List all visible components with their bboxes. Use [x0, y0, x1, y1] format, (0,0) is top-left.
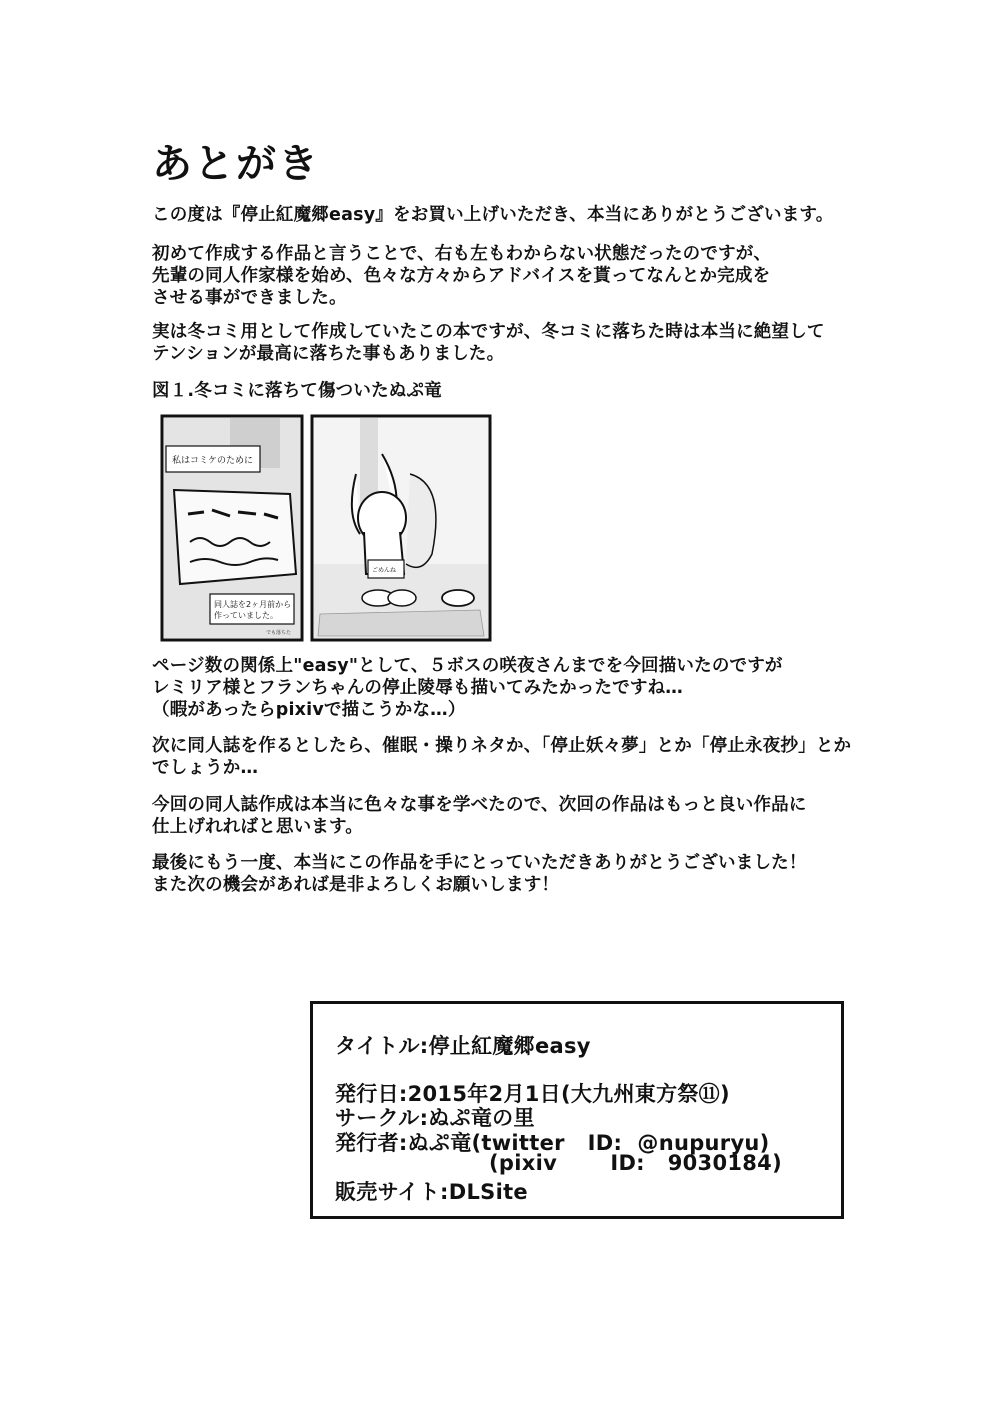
- colophon-box: [310, 1001, 844, 1219]
- thanks-paragraph: この度は『停止紅魔郷easy』をお買い上げいただき、本当にありがとうございます。: [152, 205, 834, 225]
- first-work-paragraph: 初めて作成する作品と言うことで、右も左もわからない状態だったのですが、 先輩の同人作家様を始め、色々な方々からアドバイスを貰ってなんとか完成を させる事ができました。: [152, 244, 772, 308]
- colophon-site: 販売サイト:DLSite: [335, 1180, 528, 1204]
- left-panel: [162, 416, 302, 640]
- winter-comiket-paragraph: 実は冬コミ用として作成していたこの本ですが、冬コミに落ちた時は本当に絶望して テンションが最高に落ちた事もありました。: [152, 322, 825, 364]
- colophon-circle: サークル:ぬぷ竜の里: [335, 1106, 535, 1130]
- panel-caption-bottom-line2: 作っていました。: [214, 611, 278, 620]
- panel-small-note: でも落ちた: [266, 630, 292, 636]
- page-title: あとがき: [152, 141, 320, 187]
- colophon-pixiv: (pixiv ID: 9030184): [489, 1151, 782, 1175]
- figure-caption: 図１.冬コミに落ちて傷ついたぬぷ竜: [152, 381, 442, 401]
- right-panel: [312, 416, 490, 640]
- next-work-paragraph: 次に同人誌を作るとしたら、催眠・操りネタか、「停止妖々夢」とか「停止永夜抄」とか でしょうか…: [152, 736, 852, 778]
- easy-paragraph: ページ数の関係上"easy"として、５ボスの咲夜さんまでを今回描いたのですが レミリア様とフランちゃんの停止陵辱も描いてみたかったですね… （暇があったらpixivで描こうかな…）: [152, 656, 783, 720]
- panel-caption-bottom-line1: 同人誌を2ヶ月前から: [214, 600, 292, 609]
- learning-paragraph: 今回の同人誌作成は本当に色々な事を学べたので、次回の作品はもっと良い作品に 仕上げれればと思います。: [152, 795, 807, 837]
- manga-illustration: [160, 414, 492, 642]
- closing-paragraph: 最後にもう一度、本当にこの作品を手にとっていただきありがとうございました！ また次の機会があれば是非よろしくお願いします！: [152, 853, 807, 895]
- sign-text: ごめんね: [372, 567, 397, 574]
- panel-caption-top: 私はコミケのために: [172, 456, 254, 466]
- colophon-author: 発行者:ぬぷ竜(twitter ID: @nupuryu): [335, 1131, 770, 1155]
- colophon-date: 発行日:2015年2月1日(大九州東方祭⑪): [335, 1082, 730, 1106]
- colophon-title: タイトル:停止紅魔郷easy: [335, 1034, 591, 1058]
